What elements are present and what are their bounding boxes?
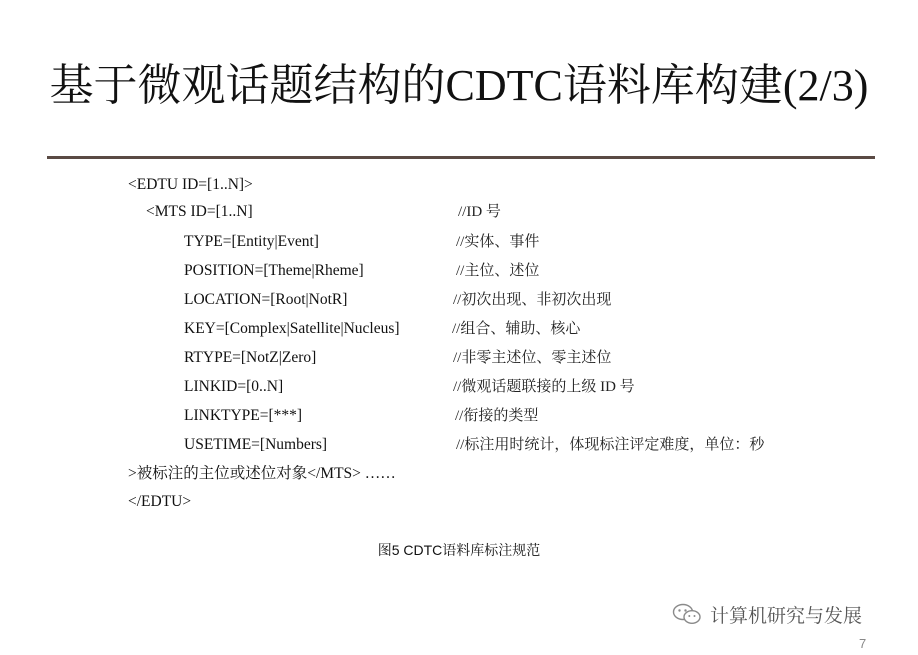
spec-line-edtu-open: <EDTU ID=[1..N]>	[128, 176, 253, 193]
spec-line-mts-close: >被标注的主位或述位对象</MTS> ……	[128, 465, 396, 482]
spec-line-key: KEY=[Complex|Satellite|Nucleus]	[184, 320, 400, 337]
spec-comment-usetime: //标注用时统计，体现标注评定难度，单位：秒	[456, 437, 765, 453]
spec-line-location: LOCATION=[Root|NotR]	[184, 291, 348, 308]
spec-comment-location: //初次出现、非初次出现	[453, 292, 612, 308]
title-divider	[47, 156, 875, 159]
spec-line-linktype: LINKTYPE=[***]	[184, 407, 303, 424]
spec-comment-rtype: //非零主述位、零主述位	[453, 350, 612, 366]
spec-line-edtu-close: </EDTU>	[128, 493, 192, 510]
spec-comment-mts-id: //ID 号	[458, 204, 501, 220]
wechat-icon	[672, 603, 702, 625]
wechat-watermark	[672, 601, 862, 627]
slide-title: 基于微观话题结构的CDTC语料库构建(2/3)	[49, 61, 869, 110]
page-number: 7	[859, 636, 867, 651]
spec-comment-linktype: //衔接的类型	[455, 408, 539, 424]
spec-line-usetime: USETIME=[Numbers]	[184, 436, 328, 453]
spec-line-position: POSITION=[Theme|Rheme]	[184, 262, 364, 279]
spec-line-mts-open: <MTS ID=[1..N]	[146, 203, 253, 220]
spec-line-linkid: LINKID=[0..N]	[184, 378, 284, 395]
spec-comment-linkid: //微观话题联接的上级 ID 号	[453, 379, 635, 395]
spec-comment-type: //实体、事件	[456, 234, 540, 250]
spec-comment-position: //主位、述位	[456, 263, 540, 279]
figure-caption: 图5 CDTC语料库标注规范	[377, 542, 541, 558]
spec-line-rtype: RTYPE=[NotZ|Zero]	[184, 349, 317, 366]
watermark-text: 计算机研究与发展	[710, 604, 863, 627]
spec-comment-key: //组合、辅助、核心	[452, 321, 581, 337]
spec-line-type: TYPE=[Entity|Event]	[184, 233, 319, 250]
